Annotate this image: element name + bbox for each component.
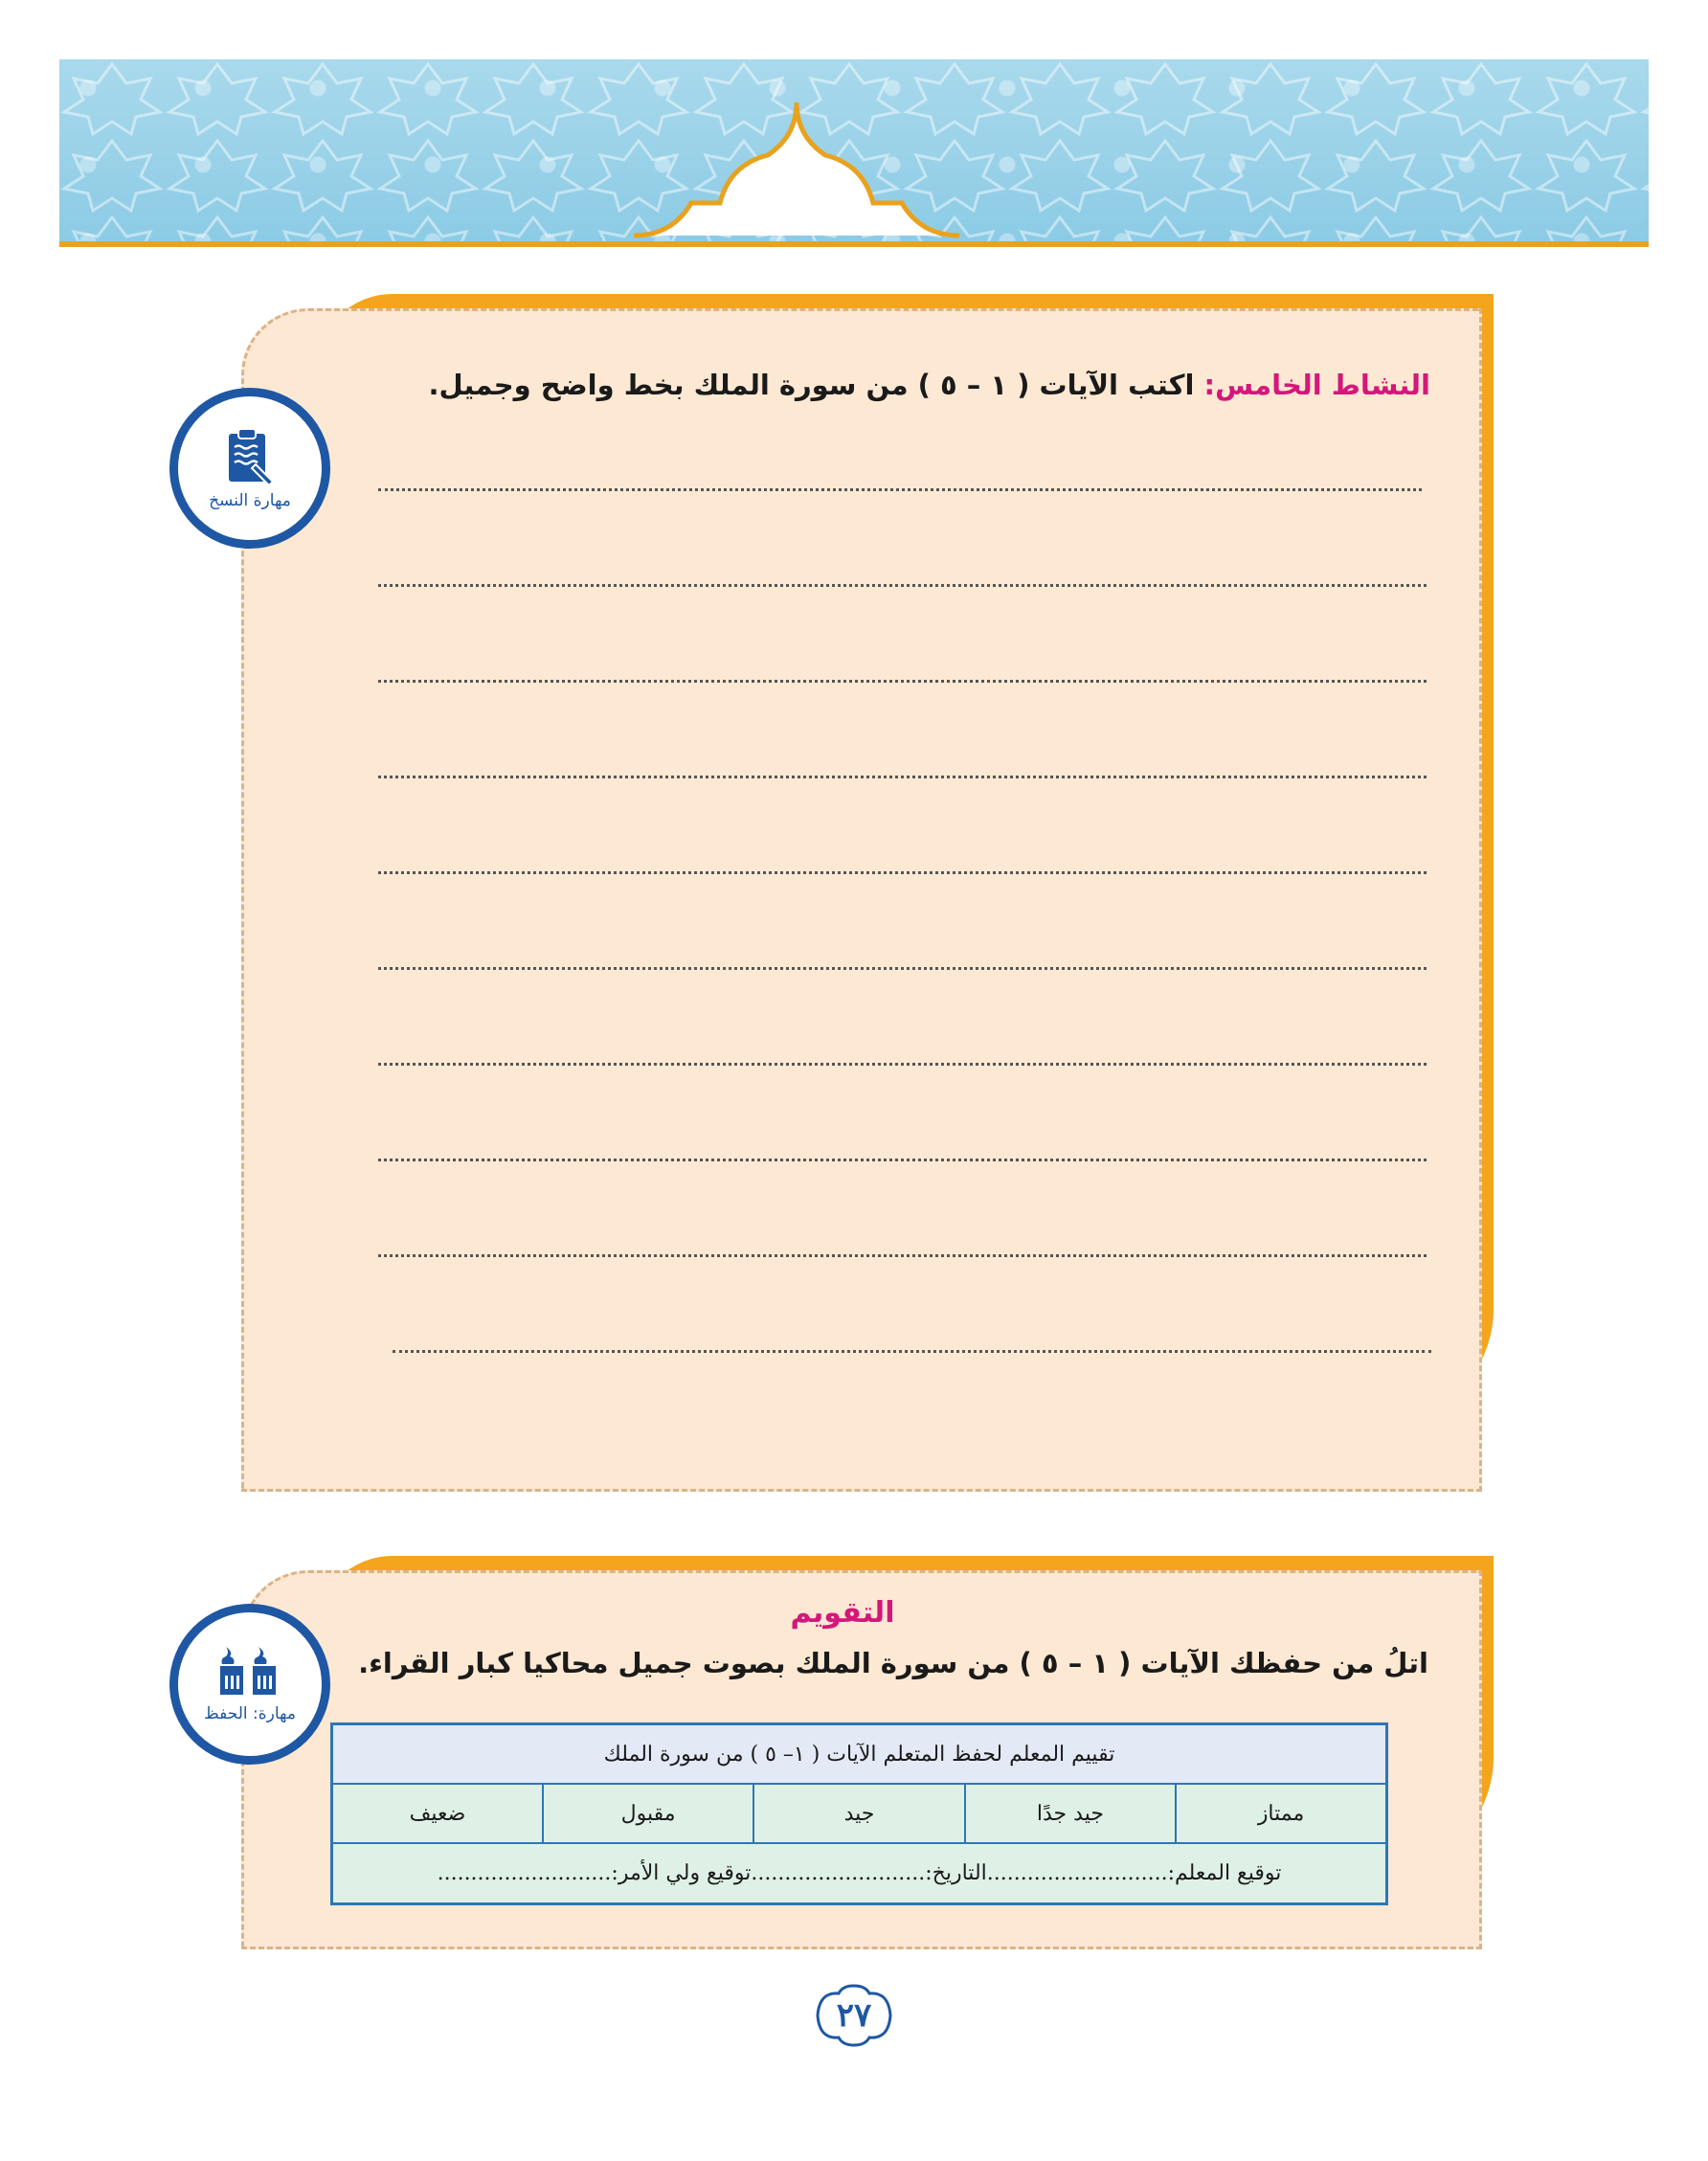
table-header: تقييم المعلم لحفظ المتعلم الآيات ( ١– ٥ ) من سورة الملك — [332, 1724, 1387, 1785]
activity-card — [241, 308, 1482, 1492]
grade-excellent[interactable]: ممتاز — [1176, 1784, 1386, 1843]
writing-line[interactable] — [378, 680, 1427, 683]
clipboard-pen-icon — [221, 426, 279, 487]
activity-instruction — [429, 369, 1430, 401]
writing-line[interactable] — [378, 967, 1427, 970]
writing-line[interactable] — [378, 584, 1427, 587]
grade-very-good[interactable]: جيد جدًا — [965, 1784, 1176, 1843]
writing-line[interactable] — [378, 871, 1427, 874]
evaluation-instruction: اتلُ من حفظك الآيات ( ١ – ٥ ) من سورة الملك بصوت جميل محاكيا كبار القراء. — [358, 1647, 1428, 1679]
writing-line[interactable] — [393, 1350, 1431, 1353]
header-banner — [59, 59, 1649, 247]
mosque-icon — [216, 1645, 283, 1700]
grade-acceptable[interactable]: مقبول — [543, 1784, 753, 1843]
evaluation-title: التقويم — [790, 1596, 895, 1630]
page-number — [812, 1982, 896, 2049]
copy-skill-badge — [169, 388, 330, 549]
writing-line[interactable] — [378, 776, 1427, 778]
activity-label: النشاط الخامس: — [1203, 369, 1430, 401]
memorize-skill-label: مهارة: الحفظ — [204, 1704, 296, 1723]
teacher-evaluation-table — [330, 1722, 1388, 1905]
grade-weak[interactable]: ضعيف — [332, 1784, 543, 1843]
writing-line[interactable] — [378, 488, 1422, 491]
arch-ornament — [59, 59, 1649, 241]
writing-line[interactable] — [378, 1254, 1427, 1257]
activity-text: اكتب الآيات ( ١ – ٥ ) من سورة الملك بخط واضح وجميل. — [428, 369, 1195, 401]
page-number-text: ٢٧ — [836, 1996, 872, 2035]
writing-line[interactable] — [378, 1159, 1427, 1161]
signature-row[interactable]: توقيع المعلم:...........................التاريخ:..........................توقيع ولي الأمر:.......................... — [332, 1843, 1387, 1904]
memorize-skill-badge — [169, 1604, 330, 1765]
copy-skill-label: مهارة النسخ — [209, 491, 291, 510]
writing-line[interactable] — [378, 1063, 1427, 1066]
grade-good[interactable]: جيد — [753, 1784, 964, 1843]
